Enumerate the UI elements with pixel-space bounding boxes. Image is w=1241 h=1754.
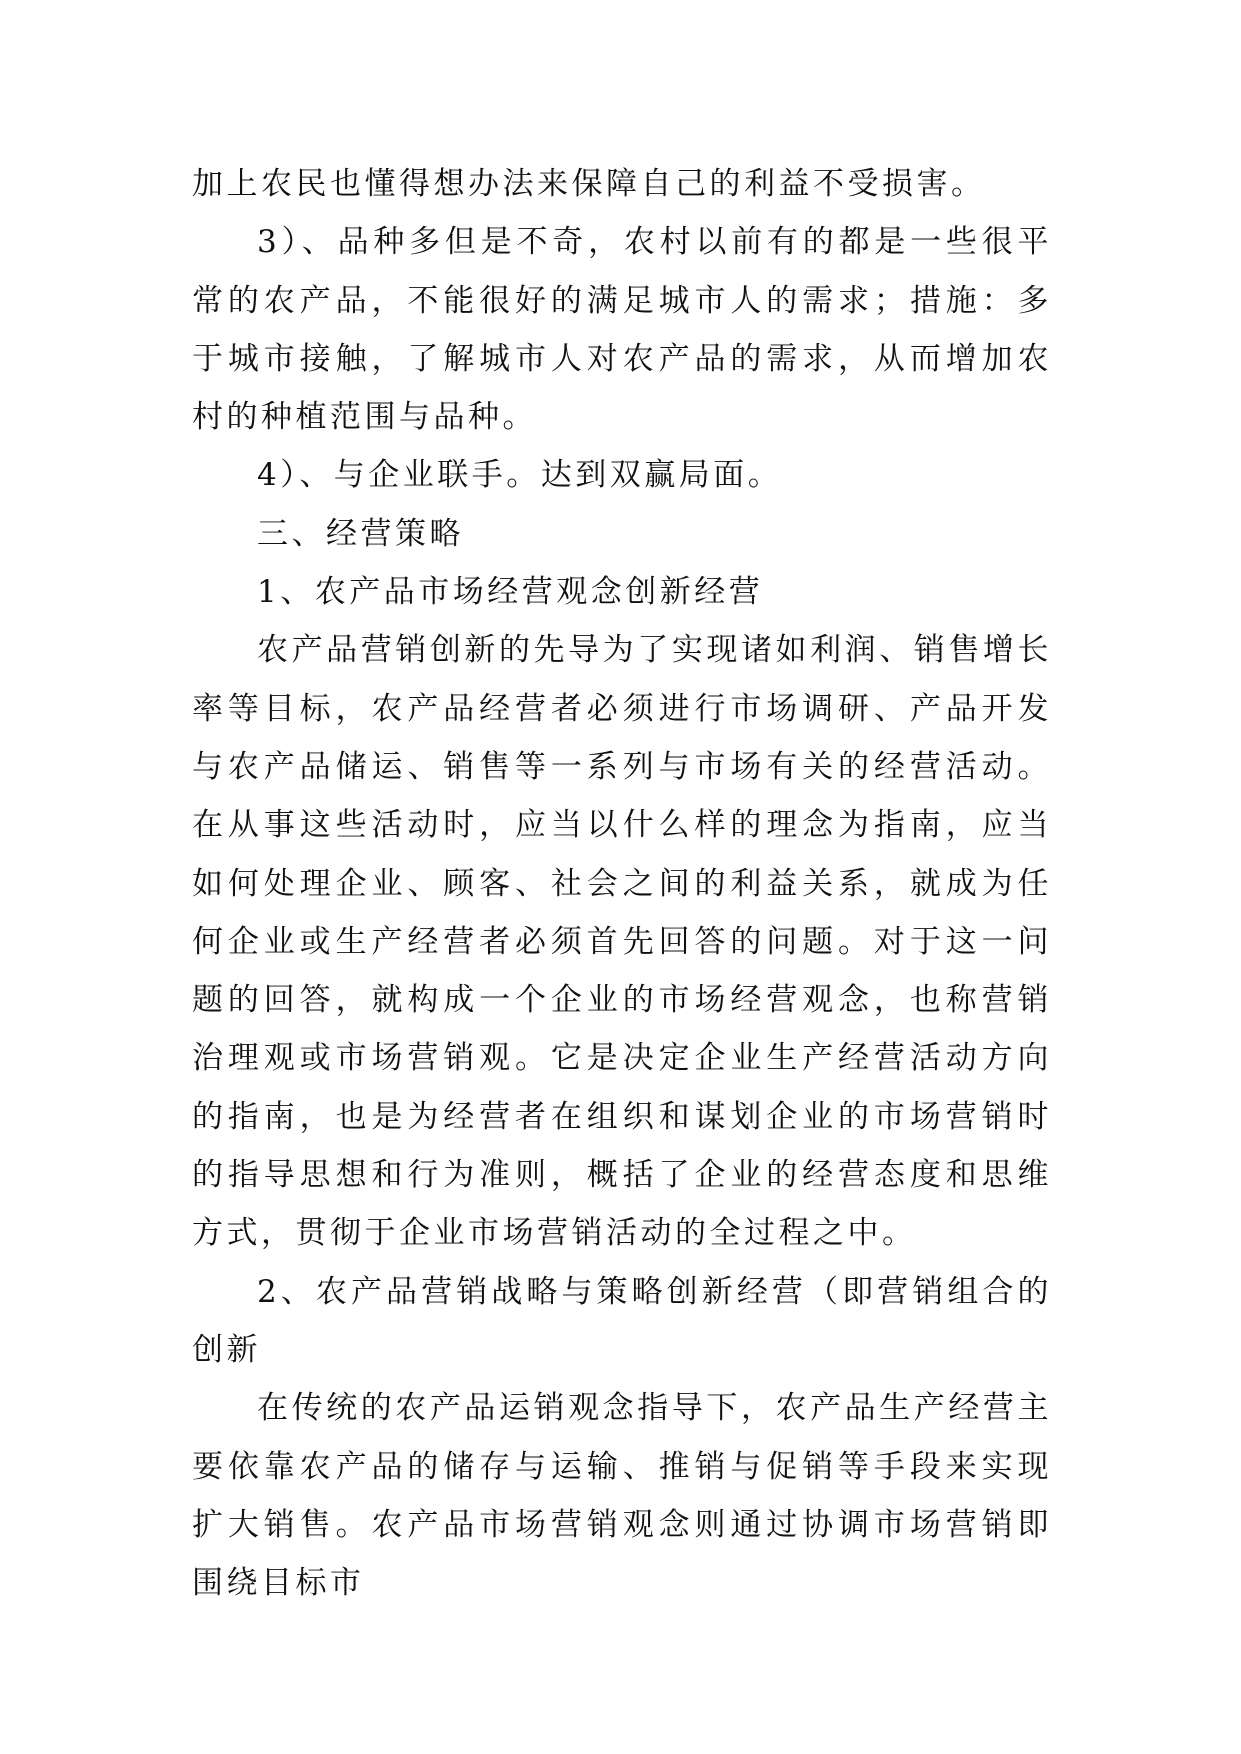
document-body	[192, 155, 1052, 1612]
paragraph-marketing-concept: 农产品营销创新的先导为了实现诸如利润、销售增长率等目标，农产品经营者必须进行市场调研、产品开发与农产品储运、销售等一系列与市场有关的经营活动。在从事这些活动时，应当以什么样的理念为指南，应当如何处理企业、顾客、社会之间的利益关系，就成为任何企业或生产经营者必须首先回答的问题。对于这一问题的回答，就构成一个企业的市场经营观念，也称营销治理观或市场营销观。它是决定企业生产经营活动方向的指南，也是为经营者在组织和谋划企业的市场营销时的指导思想和行为准则，概括了企业的经营态度和思维方式，贯彻于企业市场营销活动的全过程之中。	[192, 632, 1052, 1252]
section-heading-3: 三、经营策略	[257, 515, 464, 552]
paragraph-item-3: 3）、品种多但是不奇，农村以前有的都是一些很平常的农产品，不能很好的满足城市人的需求；措施：多于城市接触，了解城市人对农产品的需求，从而增加农村的种植范围与品种。	[192, 224, 1052, 436]
paragraph-continuation: 加上农民也懂得想办法来保障自己的利益不受损害。	[192, 166, 986, 202]
paragraph-item-4: 4）、与企业联手。达到双赢局面。	[257, 457, 783, 494]
paragraph-traditional-marketing: 在传统的农产品运销观念指导下，农产品生产经营主要依靠农产品的储存与运输、推销与促销等手段来实现扩大销售。农产品市场营销观念则通过协调市场营销即围绕目标市	[192, 1390, 1052, 1602]
subsection-heading-2: 2、农产品营销战略与策略创新经营（即营销组合的创新	[192, 1273, 1052, 1368]
subsection-heading-1: 1、农产品市场经营观念创新经营	[257, 574, 764, 611]
